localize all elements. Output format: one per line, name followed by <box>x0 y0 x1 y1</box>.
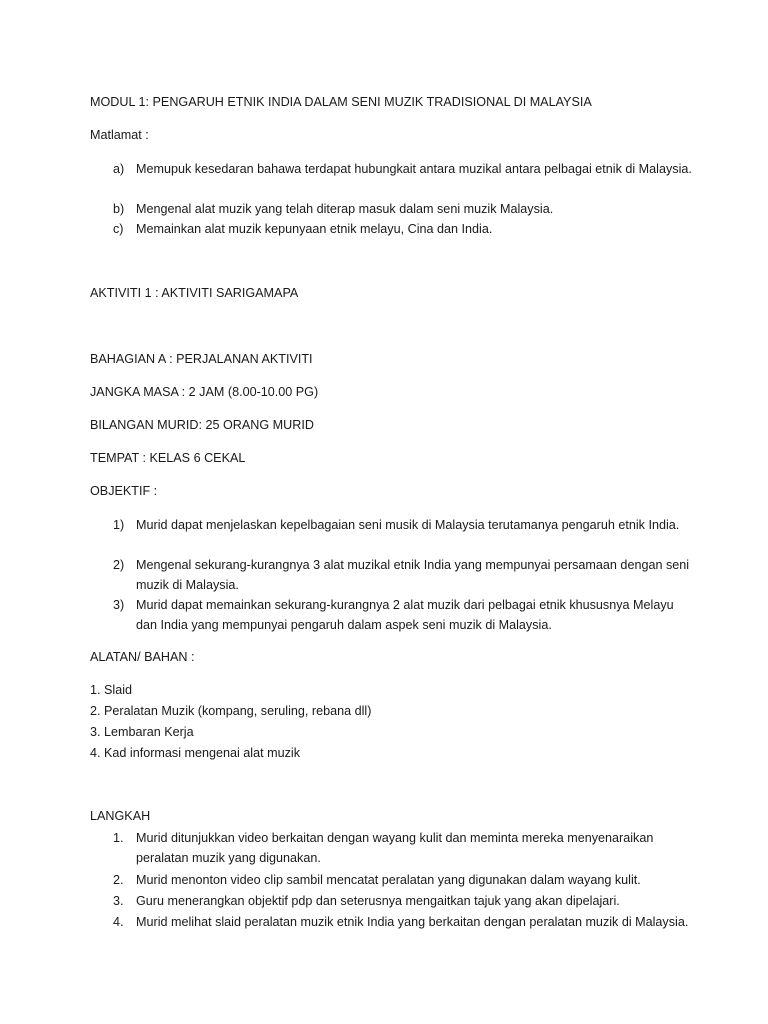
list-item: 3. Lembaran Kerja <box>90 725 194 739</box>
alatan-heading: ALATAN/ BAHAN : <box>90 650 195 664</box>
list-item: 4. Kad informasi mengenai alat muzik <box>90 746 300 760</box>
list-marker: 2. <box>113 873 124 887</box>
list-marker: a) <box>113 162 125 176</box>
langkah-heading: LANGKAH <box>90 809 151 823</box>
list-item <box>0 219 768 239</box>
list-marker: 3. <box>113 894 124 908</box>
list-item-text: Memainkan alat muzik kepunyaan etnik melayu, Cina dan India. <box>136 222 493 236</box>
list-item <box>0 555 768 595</box>
list-item-text: Memupuk kesedaran bahawa terdapat hubungkait antara muzikal antara pelbagai etnik di Malaysia. <box>136 162 692 176</box>
list-marker: b) <box>113 202 125 216</box>
list-item <box>0 912 768 954</box>
list-item <box>0 828 768 870</box>
aktiviti-heading: AKTIVITI 1 : AKTIVITI SARIGAMAPA <box>90 286 299 300</box>
list-item-text: Murid dapat menjelaskan kepelbagaian seni musik di Malaysia terutamanya pengaruh etnik India. <box>136 518 680 532</box>
list-marker: 3) <box>113 598 125 612</box>
list-item-text: Murid ditunjukkan video berkaitan dengan wayang kulit dan meminta mereka menyenaraikan peralatan muzik yang digunakan. <box>136 831 654 865</box>
list-item <box>0 159 768 199</box>
alatan-list <box>90 680 371 764</box>
list-item <box>0 199 768 219</box>
list-item-text: Murid menonton video clip sambil mencatat peralatan yang digunakan dalam wayang kulit. <box>136 873 641 887</box>
list-item <box>0 595 768 635</box>
bilangan-murid: BILANGAN MURID: 25 ORANG MURID <box>90 418 314 432</box>
list-marker: c) <box>113 222 124 236</box>
list-item-text: Mengenal alat muzik yang telah diterap masuk dalam seni muzik Malaysia. <box>136 202 554 216</box>
list-item <box>0 891 768 912</box>
tempat: TEMPAT : KELAS 6 CEKAL <box>90 451 246 465</box>
list-item: 1. Slaid <box>90 683 133 697</box>
objektif-heading: OBJEKTIF : <box>90 484 158 498</box>
matlamat-list <box>0 159 768 239</box>
list-marker: 1. <box>113 831 124 845</box>
list-item-text: Mengenal sekurang-kurangnya 3 alat muzikal etnik India yang mempunyai persamaan dengan seni muzik di Malaysia. <box>136 558 690 592</box>
list-item-text: Guru menerangkan objektif pdp dan seterusnya mengaitkan tajuk yang akan dipelajari. <box>136 894 620 908</box>
list-item: 2. Peralatan Muzik (kompang, seruling, rebana dll) <box>90 704 372 718</box>
list-item-text: Murid melihat slaid peralatan muzik etnik India yang berkaitan dengan peralatan muzik di Malaysia. <box>136 915 689 929</box>
modul-title: MODUL 1: PENGARUH ETNIK INDIA DALAM SENI MUZIK TRADISIONAL DI MALAYSIA <box>90 95 592 109</box>
matlamat-heading: Matlamat : <box>90 128 149 142</box>
list-marker: 4. <box>113 915 124 929</box>
bahagian-heading: BAHAGIAN A : PERJALANAN AKTIVITI <box>90 352 313 366</box>
list-item-text: Murid dapat memainkan sekurang-kurangnya 2 alat muzik dari pelbagai etnik khususnya Melayu dan India yang mempunyai pengaruh dalam aspek seni muzik di Malaysia. <box>136 598 674 632</box>
list-marker: 1) <box>113 518 125 532</box>
jangka-masa: JANGKA MASA : 2 JAM (8.00-10.00 PG) <box>90 385 319 399</box>
list-marker: 2) <box>113 558 125 572</box>
objektif-list <box>0 515 768 635</box>
list-item <box>0 515 768 555</box>
list-item <box>0 870 768 891</box>
langkah-list <box>0 828 768 954</box>
